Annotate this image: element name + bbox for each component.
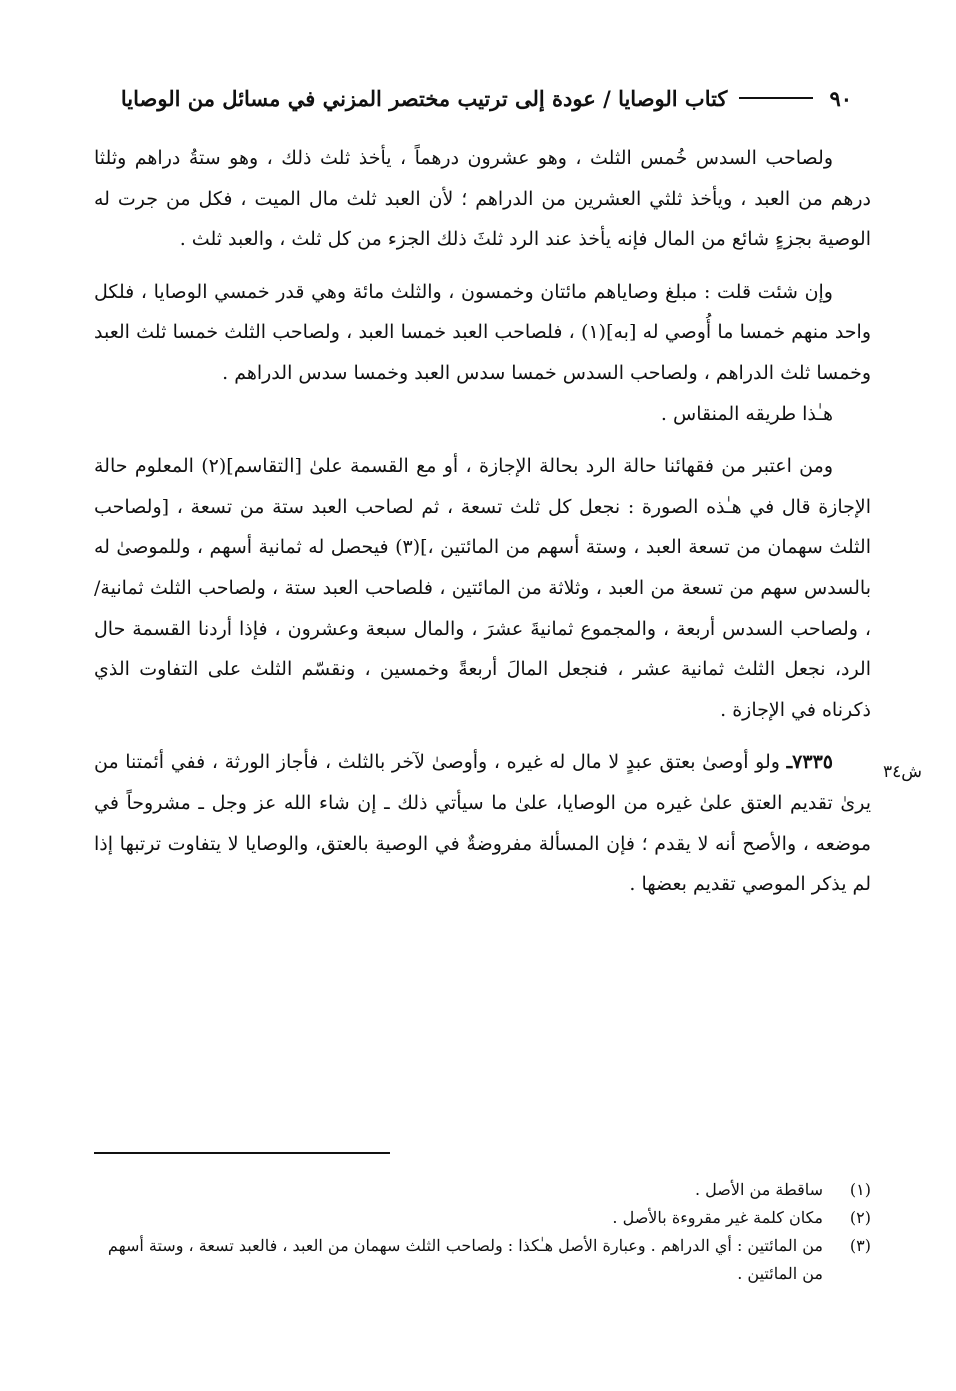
paragraph: هـٰذا طريقه المنقاس . (660, 402, 833, 425)
paragraph-text: ولو أوصىٰ بعتق عبدٍ لا مال له غيره ، وأوصىٰ لآخر بالثلث ، فأجاز الورثة ، ففي أئمتنا من يرىٰ تقديم العتق علىٰ غيره من الوصايا، علىٰ ما سيأتي ذلك ـ إن شاء الله عز وجل ـ مشروحاً في موضعه ، والأصح أنه لا يقدم ؛ فإن المسألة مفروضةٌ في الوصية بالعتق، والوصايا لا يتفاوت ترتبها إذا لم يذكر الموصي تقديم بعضها . (94, 751, 871, 896)
footnote-number: (١) (849, 1180, 871, 1199)
footnote-number: (٣) (849, 1236, 871, 1255)
paragraph: ومن اعتبر من فقهائنا حالة الرد بحالة الإجازة ، أو مع القسمة علىٰ [التقاسم](٢) المعلوم حالة الإجازة قال في هـٰذه الصورة : نجعل كل ثلث تسعة ، ثم لصاحب العبد ستة من تسعة ، [ولصاحب الثلث سهمان من تسعة العبد ، وستة أسهم من المائتين ،](٣) فيحصل له ثمانية أسهم ، وللموصىٰ له بالسدس سهم من تسعة من العبد ، وثلاثة من المائتين ، فلصاحب العبد ستة ، ولصاحب الثلث ثمانية/ ، ولصاحب السدس أربعة ، والمجموع ثمانيةَ عشرَ ، والمال سبعة وعشرون ، فإذا أردنا القسمة حال الرد، نجعل الثلث ثمانية عشر ، فنجعل المالَ أربعةً وخمسين ، ونقسّم الثلث على التفاوت الذي ذكرناه في الإجازة . (94, 455, 871, 721)
footnote (94, 1232, 871, 1288)
header-dash (739, 97, 813, 99)
footnote-separator (94, 1152, 390, 1154)
footnote-text: ساقطة من الأصل . (695, 1180, 823, 1199)
footnote (94, 1204, 871, 1232)
margin-folio-note: ش٣٤ (882, 762, 922, 782)
paragraph: ولصاحب السدس خُمس الثلث ، وهو عشرون درهماً ، يأخذ ثلث ذلك ، وهو ستةُ دراهم وثلثا درهم من العبد ، ويأخذ ثلثي العشرين من الدراهم ؛ لأن العبد ثلث مال الميت ، فكل من جرت له الوصية بجزءٍ شائع من المال فإنه يأخذ عند الرد ثلثَ ذلك الجزء من كل ثلث ، والعبد ثلث . (94, 147, 871, 251)
main-text (94, 138, 871, 905)
running-title: كتاب الوصايا / عودة إلى ترتيب مختصر المزني في مسائل من الوصايا (120, 85, 728, 111)
footnotes (94, 1176, 871, 1288)
footnote-text: مكان كلمة غير مقروءة بالأصل . (612, 1208, 823, 1227)
footnote-number: (٢) (849, 1208, 871, 1227)
page-header (94, 80, 852, 116)
paragraph: وإن شئت قلت : مبلغ وصاياهم مائتان وخمسون ، والثلث مائة وهي قدر خمسي الوصايا ، فلكل واحد منهم خمسا ما أُوصي له [به](١) ، فلصاحب العبد خمسا العبد ، ولصاحب الثلث خمسا ثلث العبد وخمسا ثلث الدراهم ، ولصاحب السدس خمسا سدس العبد وخمسا سدس الدراهم . (94, 280, 871, 384)
page-number: ٩٠ (829, 85, 852, 111)
paragraph-number: ٧٣٣٥ـ (786, 751, 833, 774)
numbered-paragraph (94, 742, 871, 904)
footnote (94, 1176, 871, 1204)
footnote-text: من المائتين : أي الدراهم . وعبارة الأصل هـٰكذا : ولصاحب الثلث سهمان من العبد ، فالعبد تسعة ، وستة أسهم من المائتين . (107, 1236, 823, 1283)
